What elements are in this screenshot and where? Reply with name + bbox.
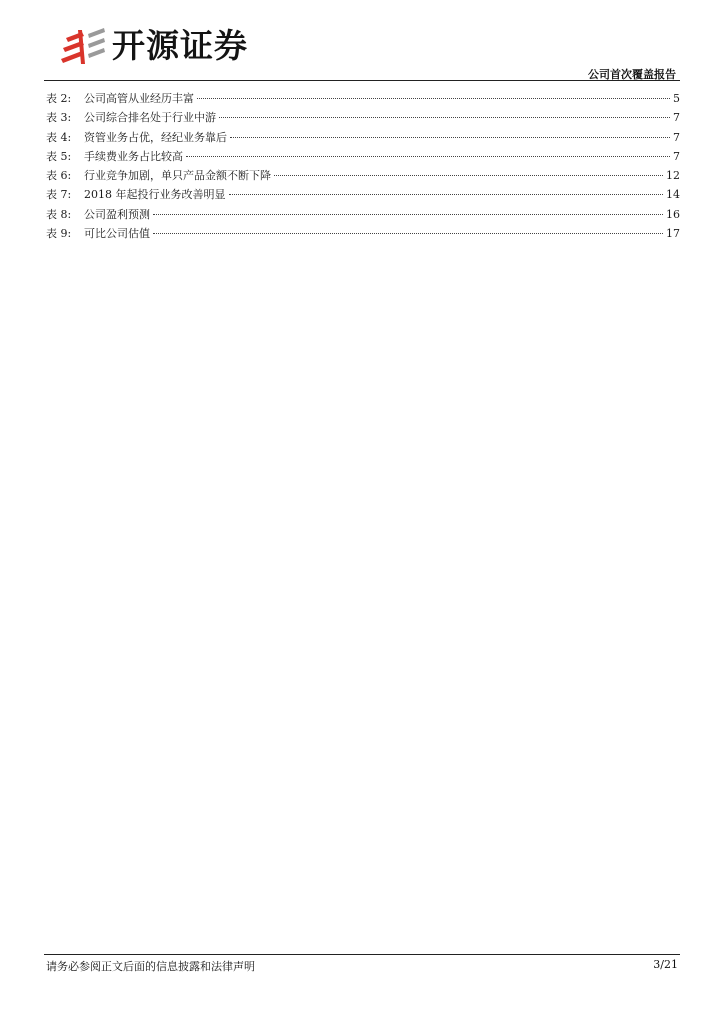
toc-entry[interactable] [46,147,680,166]
toc-entry-title: 公司高管从业经历丰富 [84,92,194,105]
toc-entry[interactable] [46,89,680,108]
toc-entry[interactable] [46,205,680,224]
toc-entry-number: 表 7: [46,188,72,202]
toc-dot-leader [197,98,670,99]
toc-dot-leader [186,156,670,157]
toc-entry-title: 公司盈利预测 [84,207,150,221]
toc-entry-page: 7 [673,130,680,144]
toc-entry-number: 表 9: [46,227,72,241]
company-logo [58,24,248,68]
table-of-tables [46,89,680,243]
toc-entry-page: 7 [673,149,680,163]
toc-entry-number: 表 2: [46,92,72,105]
footer-disclaimer: 请务必参阅正文后面的信息披露和法律声明 [46,960,255,973]
toc-dot-leader [229,194,664,195]
toc-dot-leader [230,137,670,138]
toc-entry-title: 资管业务占优，经纪业务靠后 [84,130,227,144]
toc-entry-title: 行业竞争加剧，单只产品金额不断下降 [84,169,271,183]
page-header [0,0,724,84]
report-type-label: 公司首次覆盖报告 [588,68,676,81]
toc-entry-page: 14 [666,188,680,202]
kaiyuan-logo-icon [58,24,108,68]
toc-entry-page: 17 [666,227,680,241]
toc-entry[interactable] [46,166,680,185]
toc-entry[interactable] [46,185,680,204]
toc-dot-leader [219,117,670,118]
toc-entry-title: 2018 年起投行业务改善明显 [84,188,226,202]
toc-entry-number: 表 6: [46,169,72,183]
toc-entry-page: 7 [673,111,680,125]
toc-entry-title: 手续费业务占比较高 [84,149,183,163]
toc-entry-page: 5 [673,92,680,105]
header-divider [44,80,680,81]
toc-entry-title: 公司综合排名处于行业中游 [84,111,216,125]
toc-dot-leader [274,175,663,176]
toc-dot-leader [153,214,663,215]
toc-entry-page: 16 [666,207,680,221]
toc-dot-leader [153,233,663,234]
logo-wordmark: 开源证券 [112,26,248,65]
toc-entry-title: 可比公司估值 [84,227,150,241]
toc-entry[interactable] [46,128,680,147]
toc-entry-number: 表 5: [46,149,72,163]
toc-entry-page: 12 [666,169,680,183]
toc-entry[interactable] [46,224,680,243]
toc-entry-number: 表 4: [46,130,72,144]
toc-entry[interactable] [46,108,680,127]
toc-entry-number: 表 8: [46,207,72,221]
page-number: 3/21 [653,958,678,971]
footer-divider [44,954,680,955]
toc-entry-number: 表 3: [46,111,72,125]
